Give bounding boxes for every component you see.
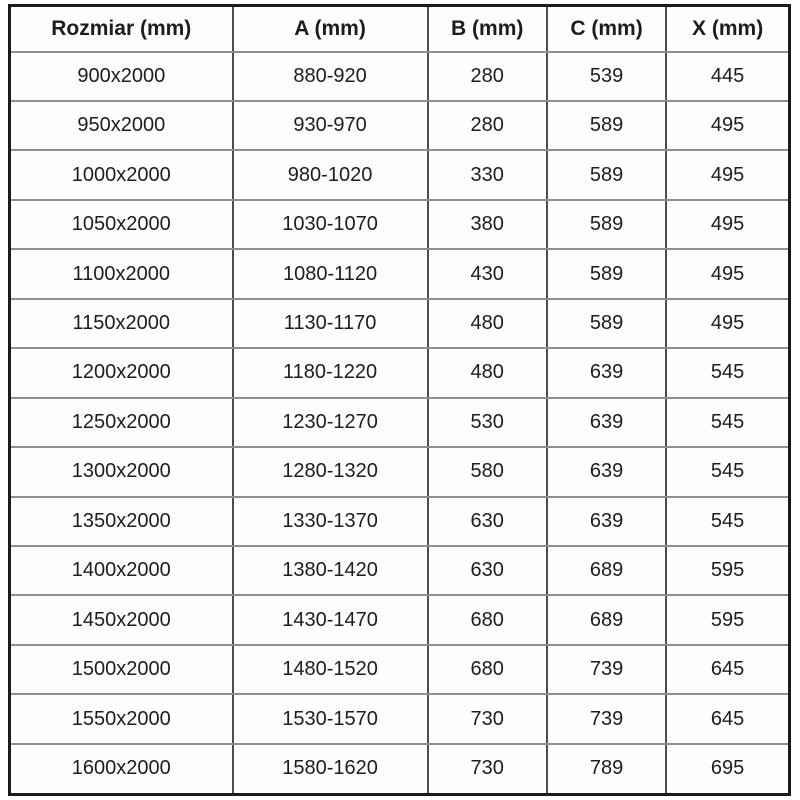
table-cell-c: 639 xyxy=(547,348,666,397)
table-cell-c: 739 xyxy=(547,694,666,743)
table-cell-x: 695 xyxy=(666,744,789,795)
table-cell-size: 1200x2000 xyxy=(10,348,233,397)
table-cell-a: 1080-1120 xyxy=(233,249,428,298)
table-cell-x: 545 xyxy=(666,348,789,397)
table-cell-b: 430 xyxy=(428,249,547,298)
table-row xyxy=(10,52,790,101)
size-spec-table xyxy=(8,4,791,796)
table-cell-x: 545 xyxy=(666,398,789,447)
table-header xyxy=(10,6,790,52)
table-row xyxy=(10,200,790,249)
table-cell-size: 950x2000 xyxy=(10,101,233,150)
table-cell-a: 1180-1220 xyxy=(233,348,428,397)
table-cell-c: 639 xyxy=(547,398,666,447)
table-cell-a: 1380-1420 xyxy=(233,546,428,595)
table-cell-b: 330 xyxy=(428,150,547,199)
table-cell-b: 480 xyxy=(428,348,547,397)
table-cell-c: 589 xyxy=(547,299,666,348)
table-cell-b: 580 xyxy=(428,447,547,496)
table-cell-c: 589 xyxy=(547,150,666,199)
header-row xyxy=(10,6,790,52)
table-cell-c: 589 xyxy=(547,249,666,298)
column-header-x: X (mm) xyxy=(666,6,789,52)
table-row xyxy=(10,546,790,595)
table-cell-a: 1130-1170 xyxy=(233,299,428,348)
table-cell-b: 630 xyxy=(428,546,547,595)
table-cell-a: 1480-1520 xyxy=(233,645,428,694)
table-cell-c: 589 xyxy=(547,101,666,150)
table-cell-c: 589 xyxy=(547,200,666,249)
table-cell-x: 595 xyxy=(666,595,789,644)
table-row xyxy=(10,150,790,199)
table-row xyxy=(10,645,790,694)
table-cell-x: 495 xyxy=(666,249,789,298)
table-cell-b: 280 xyxy=(428,52,547,101)
table-cell-c: 639 xyxy=(547,447,666,496)
table-cell-b: 630 xyxy=(428,497,547,546)
column-header-a: A (mm) xyxy=(233,6,428,52)
table-cell-x: 495 xyxy=(666,299,789,348)
table-cell-c: 539 xyxy=(547,52,666,101)
table-cell-x: 645 xyxy=(666,645,789,694)
table-cell-b: 280 xyxy=(428,101,547,150)
column-header-c: C (mm) xyxy=(547,6,666,52)
table-row xyxy=(10,694,790,743)
table-cell-size: 1400x2000 xyxy=(10,546,233,595)
table-cell-x: 495 xyxy=(666,101,789,150)
table-cell-a: 1330-1370 xyxy=(233,497,428,546)
table-cell-b: 480 xyxy=(428,299,547,348)
table-cell-c: 739 xyxy=(547,645,666,694)
table-cell-x: 495 xyxy=(666,150,789,199)
table-body xyxy=(10,52,790,795)
table-cell-c: 689 xyxy=(547,546,666,595)
table-cell-b: 380 xyxy=(428,200,547,249)
table-cell-a: 980-1020 xyxy=(233,150,428,199)
table-cell-a: 1230-1270 xyxy=(233,398,428,447)
table-cell-c: 639 xyxy=(547,497,666,546)
table-row xyxy=(10,398,790,447)
table-cell-x: 545 xyxy=(666,447,789,496)
table-cell-size: 1000x2000 xyxy=(10,150,233,199)
table-cell-b: 680 xyxy=(428,645,547,694)
table-cell-size: 1550x2000 xyxy=(10,694,233,743)
table-row xyxy=(10,497,790,546)
table-row xyxy=(10,595,790,644)
table-row xyxy=(10,101,790,150)
table-row xyxy=(10,249,790,298)
table-cell-a: 1030-1070 xyxy=(233,200,428,249)
table-row xyxy=(10,447,790,496)
table-cell-a: 1530-1570 xyxy=(233,694,428,743)
table-cell-x: 645 xyxy=(666,694,789,743)
table-cell-size: 1500x2000 xyxy=(10,645,233,694)
column-header-b: B (mm) xyxy=(428,6,547,52)
table-cell-x: 545 xyxy=(666,497,789,546)
table-cell-a: 1280-1320 xyxy=(233,447,428,496)
table-cell-a: 880-920 xyxy=(233,52,428,101)
table-cell-size: 1250x2000 xyxy=(10,398,233,447)
table-cell-b: 530 xyxy=(428,398,547,447)
table-row xyxy=(10,744,790,795)
size-spec-table-container xyxy=(8,4,791,796)
table-cell-b: 730 xyxy=(428,744,547,795)
table-cell-size: 1450x2000 xyxy=(10,595,233,644)
table-row xyxy=(10,348,790,397)
table-cell-size: 1050x2000 xyxy=(10,200,233,249)
table-cell-b: 680 xyxy=(428,595,547,644)
table-cell-x: 445 xyxy=(666,52,789,101)
table-cell-size: 1300x2000 xyxy=(10,447,233,496)
table-row xyxy=(10,299,790,348)
table-cell-x: 495 xyxy=(666,200,789,249)
table-cell-size: 900x2000 xyxy=(10,52,233,101)
table-cell-c: 689 xyxy=(547,595,666,644)
table-cell-b: 730 xyxy=(428,694,547,743)
table-cell-a: 930-970 xyxy=(233,101,428,150)
table-cell-x: 595 xyxy=(666,546,789,595)
table-cell-a: 1430-1470 xyxy=(233,595,428,644)
table-cell-c: 789 xyxy=(547,744,666,795)
table-cell-size: 1150x2000 xyxy=(10,299,233,348)
table-cell-a: 1580-1620 xyxy=(233,744,428,795)
table-cell-size: 1100x2000 xyxy=(10,249,233,298)
column-header-size: Rozmiar (mm) xyxy=(10,6,233,52)
table-cell-size: 1600x2000 xyxy=(10,744,233,795)
table-cell-size: 1350x2000 xyxy=(10,497,233,546)
